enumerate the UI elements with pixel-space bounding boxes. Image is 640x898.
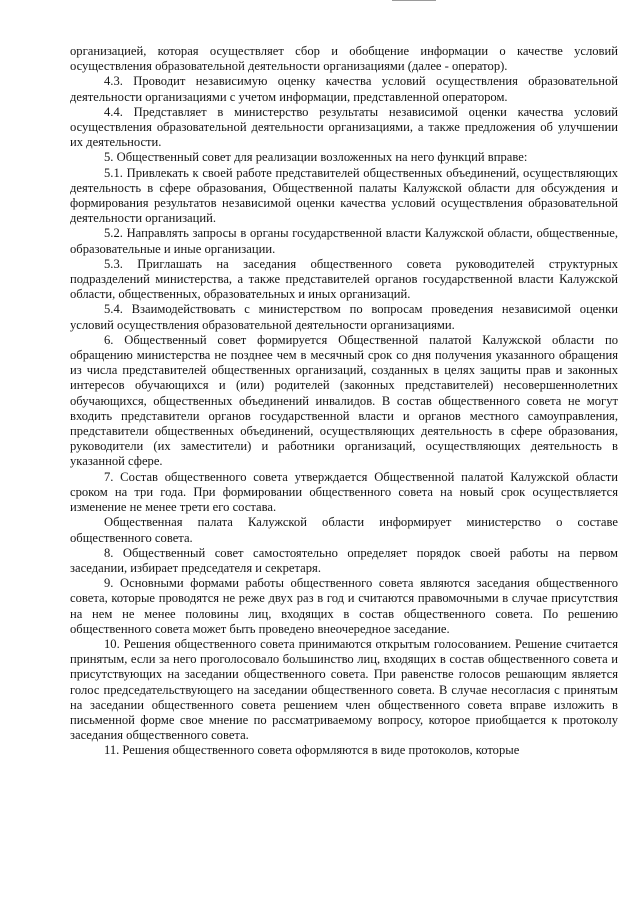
- paragraph-7-note: Общественная палата Калужской области информирует министерство о составе общественного совета.: [70, 515, 618, 545]
- document-body: [70, 44, 618, 759]
- paragraph-10: 10. Решения общественного совета принимаются открытым голосованием. Решение считается принятым, если за него проголосовало большинство лиц, входящих в состав общественного совета и присутствующих на заседании общественного совета. При равенстве голосов решающим является голос председательствующего на заседании общественного совета. В случае несогласия с принятым на заседании общественного совета решением член общественного совета вправе изложить в письменной форме свое мнение по рассматриваемому вопросу, которое приобщается к протоколу заседания общественного совета.: [70, 636, 618, 743]
- paragraph-5-1: 5.1. Привлекать к своей работе представителей общественных объединений, осуществляющих деятельность в сфере образования, Общественной палаты Калужской области для обсуждения и формирования результатов независимой оценки качества условий осуществления образовательной деятельности организаций.: [70, 165, 618, 226]
- paragraph-5-2: 5.2. Направлять запросы в органы государственной власти Калужской области, общественные, образовательные и иные организации.: [70, 226, 618, 256]
- paragraph-5-4: 5.4. Взаимодействовать с министерством по вопросам проведения независимой оценки условий осуществления образовательной деятельности организациями.: [70, 302, 618, 332]
- scan-mark: [392, 0, 436, 4]
- paragraph-9: 9. Основными формами работы общественного совета являются заседания общественного совета, которые проводятся не реже двух раз в год и считаются правомочными в случае присутствия на нем не менее половины лиц, входящих в состав общественного совета. По решению общественного совета может быть проведено внеочередное заседание.: [70, 576, 618, 636]
- paragraph-continuation: организацией, которая осуществляет сбор и обобщение информации о качестве условий осуществления образовательной деятельности организациями (далее - оператор).: [70, 44, 618, 74]
- paragraph-11: 11. Решения общественного совета оформляются в виде протоколов, которые: [104, 743, 520, 758]
- paragraph-6: 6. Общественный совет формируется Общественной палатой Калужской области по обращению министерства не позднее чем в месячный срок со дня получения указанного обращения из числа представителей общественных организаций, созданных в целях защиты прав и законных интересов обучающихся и (или) родителей (законных представителей) несовершеннолетних обучающихся, общественных объединений инвалидов. В состав общественного совета не могут входить представители органов государственной власти и органов местного самоуправления, представители общественных объединений, осуществляющих деятельность в сфере образования, руководители (их заместители) и работники организаций, осуществляющих деятельность в указанной сфере.: [70, 332, 618, 469]
- paragraph-5: 5. Общественный совет для реализации возложенных на него функций вправе:: [104, 150, 528, 165]
- paragraph-5-3: 5.3. Приглашать на заседания общественного совета руководителей структурных подразделений министерства, а также представителей органов государственной власти Калужской области, общественных, образовательных и иных организаций.: [70, 256, 618, 302]
- paragraph-7: 7. Состав общественного совета утверждается Общественной палатой Калужской области сроком на три года. При формировании общественного совета на новый срок осуществляется изменение не менее трети его состава.: [70, 469, 618, 515]
- paragraph-4-3: 4.3. Проводит независимую оценку качества условий осуществления образовательной деятельности организациями с учетом информации, представленной оператором.: [70, 74, 618, 104]
- paragraph-4-4: 4.4. Представляет в министерство результаты независимой оценки качества условий осуществления образовательной деятельности организациями, а также предложения об улучшении их деятельности.: [70, 104, 618, 150]
- paragraph-8: 8. Общественный совет самостоятельно определяет порядок своей работы на первом заседании, избирает председателя и секретаря.: [70, 545, 618, 575]
